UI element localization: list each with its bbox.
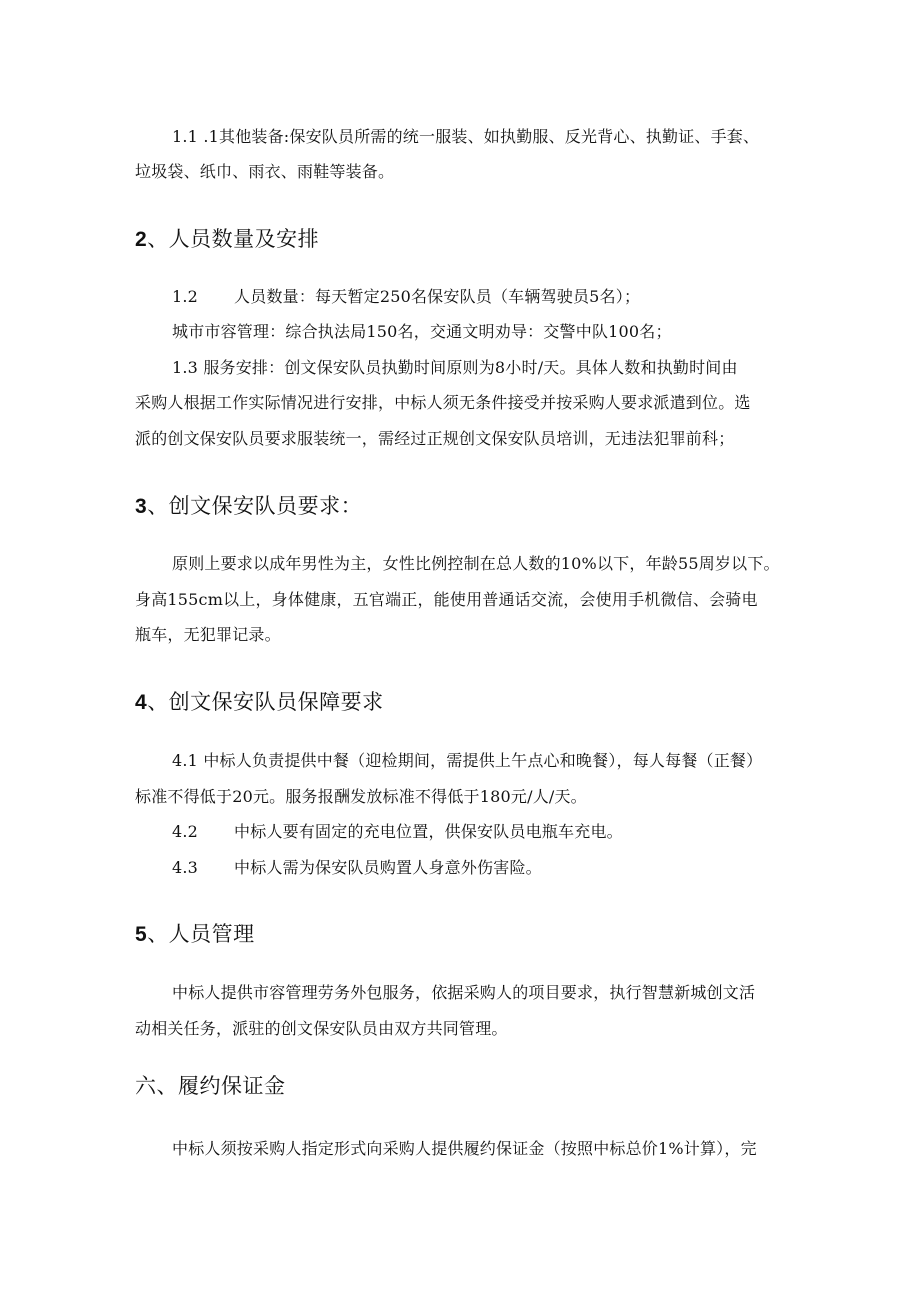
heading-text: 、人员管理	[147, 922, 255, 946]
paragraph-3-line-3: 瓶车，无犯罪记录。	[135, 625, 281, 644]
paragraph-1-3-line-2: 采购人根据工作实际情况进行安排，中标人须无条件接受并按采购人要求派遣到位。选	[135, 393, 751, 412]
paragraph-4-3	[172, 857, 542, 879]
paragraph-1-1-1-line-1: 1.1 .1其他装备:保安队员所需的统一服装、如执勤服、反光背心、执勤证、手套、	[172, 127, 760, 146]
heading-number: 5	[135, 923, 148, 946]
paragraph-1-3-line-3: 派的创文保安队员要求服装统一，需经过正规创文保安队员培训，无违法犯罪前科；	[135, 429, 735, 448]
paragraph-4-1-line-1: 4.1 中标人负责提供中餐（迎检期间，需提供上午点心和晚餐），每人每餐（正餐）	[172, 751, 763, 770]
paragraph-1-2-line-1	[172, 286, 640, 308]
item-text: 中标人需为保安队员购置人身意外伤害险。	[234, 858, 542, 877]
paragraph-5-line-1: 中标人提供市容管理劳务外包服务，依据采购人的项目要求，执行智慧新城创文活	[172, 983, 756, 1002]
item-number: 4.3	[172, 858, 199, 877]
paragraph-3-line-1: 原则上要求以成年男性为主，女性比例控制在总人数的10%以下，年龄55周岁以下。	[172, 554, 780, 573]
heading-text: 、创文保安队员要求：	[147, 494, 363, 518]
paragraph-4-2	[172, 821, 623, 843]
paragraph-3-line-2: 身高155cm以上，身体健康，五官端正，能使用普通话交流，会使用手机微信、会骑电	[135, 590, 758, 609]
section-heading-4	[135, 687, 384, 718]
section-heading-2	[135, 224, 319, 255]
paragraph-1-2-line-2: 城市市容管理：综合执法局150名，交通文明劝导：交警中队100名；	[172, 322, 672, 341]
item-number: 1.2	[172, 287, 199, 306]
section-heading-3	[135, 491, 362, 522]
item-number: 4.2	[172, 822, 199, 841]
section-heading-5	[135, 919, 255, 950]
item-text: 人员数量：每天暂定250名保安队员（车辆驾驶员5名）；	[234, 287, 641, 306]
heading-text: 、创文保安队员保障要求	[147, 690, 384, 714]
heading-number: 2	[135, 228, 148, 251]
section-heading-6: 六、履约保证金	[135, 1074, 286, 1098]
paragraph-1-3-line-1: 1.3 服务安排：创文保安队员执勤时间原则为8小时/天。具体人数和执勤时间由	[172, 358, 738, 377]
paragraph-6-line-1: 中标人须按采购人指定形式向采购人提供履约保证金（按照中标总价1%计算），完	[172, 1139, 757, 1158]
paragraph-5-line-2: 动相关任务，派驻的创文保安队员由双方共同管理。	[135, 1019, 508, 1038]
item-text: 中标人要有固定的充电位置，供保安队员电瓶车充电。	[234, 822, 623, 841]
heading-number: 4	[135, 691, 148, 714]
heading-text: 、人员数量及安排	[147, 227, 320, 251]
paragraph-1-1-1-line-2: 垃圾袋、纸巾、雨衣、雨鞋等装备。	[135, 162, 395, 181]
paragraph-4-1-line-2: 标准不得低于20元。服务报酬发放标准不得低于180元/人/天。	[135, 787, 587, 806]
heading-number: 3	[135, 495, 148, 518]
